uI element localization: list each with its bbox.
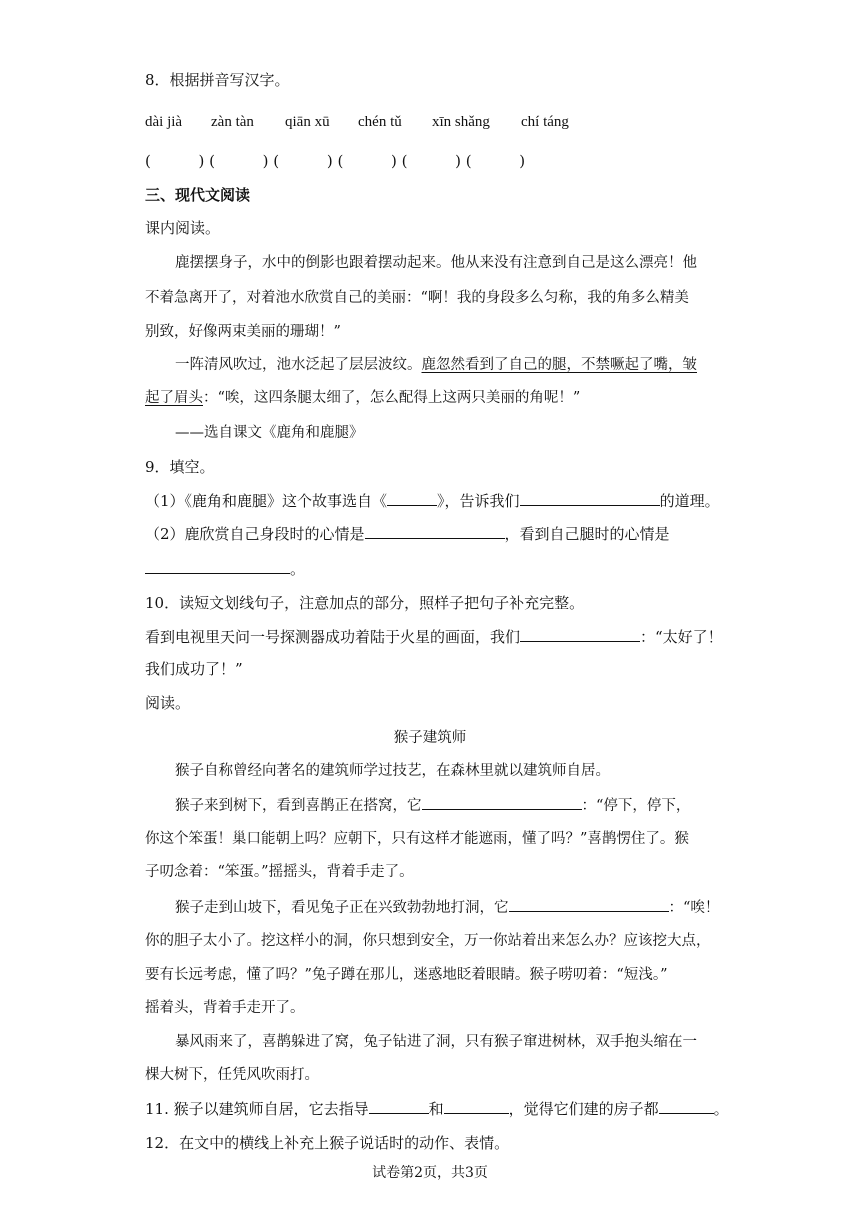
q11-text: 。 [713, 1100, 729, 1118]
q10-line: 我们成功了！” [145, 660, 243, 678]
q9-text: （2）鹿欣赏自己身段时的心情是 [145, 525, 365, 543]
story-line: 要有长远考虑，懂了吗？”兔子蹲在那儿，迷惑地眨着眼睛。猴子唠叨着：“短浅。” [145, 967, 668, 983]
pinyin-1: dài jià [145, 114, 183, 130]
answer-blank[interactable] [444, 1099, 509, 1114]
q11-text: 和 [428, 1100, 444, 1118]
story-line: 猴子自称曾经向著名的建筑师学过技艺，在森林里就以建筑师自居。 [175, 763, 610, 779]
story-text: 猴子走到山坡下，看见兔子正在兴致勃勃地打洞，它 [175, 900, 509, 916]
q11-text: ，觉得它们建的房子都 [508, 1100, 659, 1118]
q9-text: 》，告诉我们 [437, 492, 520, 510]
q9-text: 的道理。 [659, 492, 720, 510]
answer-blank[interactable] [369, 1099, 429, 1114]
page-footer: 试卷第2页，共3页 [372, 1165, 488, 1181]
q9-text: ，看到自己腿时的心情是 [504, 525, 670, 543]
q10-text: 看到电视里天问一号探测器成功着陆于火星的画面，我们 [145, 628, 521, 646]
answer-brackets: ( ) ( ) ( ) ( ) ( ) ( ) [145, 152, 526, 170]
section-heading: 三、现代文阅读 [145, 186, 251, 204]
underlined-sentence: 起了眉头 [145, 390, 203, 406]
section-intro: 课内阅读。 [145, 219, 221, 237]
answer-blank[interactable] [520, 491, 660, 506]
story-title: 猴子建筑师 [393, 730, 467, 746]
passage1-line: 鹿摆摆身子，水中的倒影也跟着摆动起来。他从来没有注意到自己是这么漂亮！他 [175, 255, 697, 271]
passage1-text: ：“唉，这四条腿太细了，怎么配得上这两只美丽的角呢！” [203, 390, 581, 406]
q9-item-1 [145, 491, 720, 511]
story-line: 你的胆子太小了。挖这样小的洞，你只想到安全，万一你站着出来怎么办？应该挖大点， [145, 933, 711, 949]
answer-blank[interactable] [387, 491, 437, 506]
answer-blank[interactable] [520, 627, 640, 642]
q9-text: 。 [290, 560, 306, 578]
story-text: ：“停下，停下， [581, 798, 691, 814]
story-line [175, 795, 690, 816]
underlined-sentence: 鹿忽然看到了自己的腿，不禁噘起了嘴，皱 [421, 357, 697, 373]
q10-line [145, 627, 723, 647]
q11-line [145, 1099, 729, 1119]
answer-blank[interactable] [145, 559, 290, 574]
story-line: 摇着头，背着手走开了。 [145, 1000, 305, 1016]
answer-blank[interactable] [422, 795, 582, 810]
pinyin-2: zàn tàn [211, 114, 254, 130]
q8-title: 8．根据拼音写汉字。 [145, 71, 290, 89]
pinyin-5: xīn shǎng [432, 114, 490, 130]
q9-item-2 [145, 524, 670, 544]
story-line: 子叨念着：“笨蛋。”摇摇头，背着手走了。 [145, 864, 414, 880]
story-line: 暴风雨来了，喜鹊躲进了窝，兔子钻进了洞，只有猴子窜进树林，双手抱头缩在一 [175, 1034, 697, 1050]
answer-blank[interactable] [509, 897, 669, 912]
passage1-line [175, 355, 697, 375]
passage1-line [145, 388, 580, 408]
story-text: ：“唉！ [668, 900, 720, 916]
answer-blank[interactable] [659, 1099, 714, 1114]
passage1-text: 一阵清风吹过，池水泛起了层层波纹。 [175, 357, 422, 373]
q9-item-2-cont [145, 559, 305, 579]
passage1-line: 别致，好像两束美丽的珊瑚！” [145, 324, 341, 340]
answer-blank[interactable] [365, 524, 505, 539]
story-text: 猴子来到树下，看到喜鹊正在搭窝，它 [175, 798, 422, 814]
passage1-source: ——选自课文《鹿角和鹿腿》 [175, 425, 364, 441]
pinyin-6: chí táng [521, 114, 569, 130]
story-line [175, 897, 719, 918]
q11-text: 11. 猴子以建筑师自居，它去指导 [145, 1100, 369, 1118]
q9-text: （1）《鹿角和鹿腿》这个故事选自《 [145, 492, 388, 510]
story-line: 棵大树下，任凭风吹雨打。 [145, 1067, 319, 1083]
q10-text: ：“太好了！ [640, 628, 723, 646]
pinyin-4: chén tǔ [358, 114, 402, 130]
pinyin-3: qiān xū [285, 114, 330, 130]
reading-intro: 阅读。 [145, 694, 191, 712]
q10-title: 10．读短文划线句子，注意加点的部分，照样子把句子补充完整。 [145, 594, 585, 612]
q12-title: 12．在文中的横线上补充上猴子说话时的动作、表情。 [145, 1134, 510, 1152]
q9-title: 9．填空。 [145, 458, 215, 476]
story-line: 你这个笨蛋！巢口能朝上吗？应朝下，只有这样才能遮雨，懂了吗？”喜鹊愣住了。猴 [145, 831, 689, 847]
passage1-line: 不着急离开了，对着池水欣赏自己的美丽：“啊！我的身段多么匀称，我的角多么精美 [145, 290, 689, 306]
